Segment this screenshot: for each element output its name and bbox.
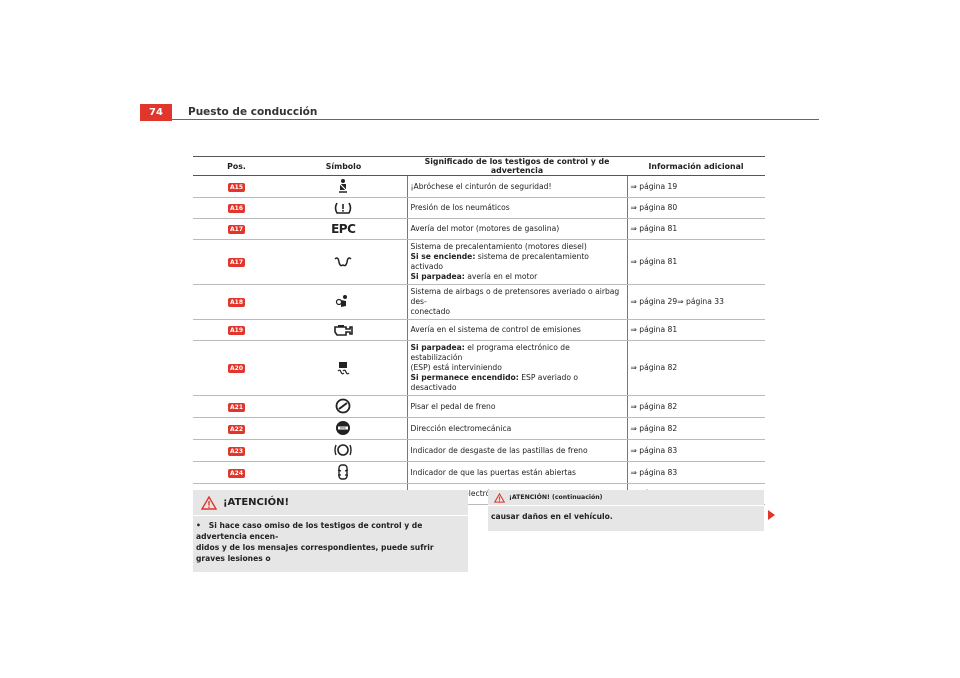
- table-row: [193, 219, 765, 240]
- esp-icon: [335, 365, 351, 379]
- pos-badge: A19: [230, 327, 243, 334]
- meaning-line: [411, 272, 624, 282]
- info-cell: ⇒ página 83: [627, 462, 765, 484]
- info-cell: ⇒ página 81: [627, 240, 765, 285]
- pos-badge: A21: [230, 403, 243, 411]
- meaning-line: [411, 468, 624, 478]
- warning-box: [193, 490, 468, 572]
- brake-pedal-icon: [334, 403, 352, 417]
- pos-badge: A17: [230, 226, 243, 233]
- meaning-line: [411, 242, 624, 252]
- warning-continued-text: causar daños en el vehículo.: [491, 512, 613, 521]
- meaning-text: Presión de los neumáticos: [410, 203, 510, 212]
- meaning-label: Si parpadea:: [410, 343, 465, 352]
- pos-badge: A17: [230, 259, 243, 266]
- meaning-cell: [407, 176, 627, 198]
- meaning-line: [411, 402, 624, 412]
- pos-cell: [193, 440, 280, 462]
- info-cell: ⇒ página 82: [627, 341, 765, 396]
- meaning-text: Avería del motor (motores de gasolina): [410, 224, 560, 233]
- meaning-cell: [407, 320, 627, 341]
- table-row: [193, 176, 765, 198]
- header-info: Información adicional: [627, 157, 765, 176]
- meaning-text: Avería en el sistema de control de emisiones: [410, 325, 581, 334]
- brake-pads-icon: [333, 447, 353, 461]
- info-cell: ⇒ página 29⇒ página 33: [627, 285, 765, 320]
- meaning-line: [411, 446, 624, 456]
- next-page-arrow-icon: [768, 510, 775, 520]
- symbol-cell: [280, 396, 407, 418]
- meaning-text: ¡Abróchese el cinturón de seguridad!: [410, 181, 552, 191]
- meaning-label: Si parpadea:: [410, 272, 465, 281]
- glow-plug-icon: [333, 257, 353, 271]
- meaning-cell: [407, 341, 627, 396]
- pos-cell: [193, 219, 280, 240]
- steering-icon: [334, 425, 352, 439]
- warning-text-line2: didos y de los mensajes correspondientes, puede sufrir graves lesiones o: [196, 543, 434, 563]
- meaning-line: [411, 424, 624, 434]
- meaning-label: Si permanece encendido:: [410, 373, 519, 382]
- meaning-cell: [407, 219, 627, 240]
- header-pos: Pos.: [193, 157, 280, 176]
- table-row: [193, 240, 765, 285]
- symbol-cell: [280, 320, 407, 341]
- pos-cell: [193, 341, 280, 396]
- symbol-cell: [280, 341, 407, 396]
- airbag-icon: [335, 299, 351, 313]
- header-meaning: Significado de los testigos de control y de advertencia: [407, 157, 627, 176]
- header-rule: [172, 119, 819, 120]
- meaning-line: [411, 363, 624, 373]
- table-row: [193, 440, 765, 462]
- info-cell: ⇒ página 82: [627, 396, 765, 418]
- meaning-text: el programa electrónico de estabilización: [410, 343, 570, 362]
- meaning-text: avería en el motor: [464, 272, 538, 281]
- table-row: [193, 462, 765, 484]
- header-symbol: Símbolo: [280, 157, 407, 176]
- meaning-label: Si se enciende:: [410, 252, 476, 261]
- pos-cell: [193, 462, 280, 484]
- meaning-line: [411, 287, 624, 307]
- symbol-cell: [280, 462, 407, 484]
- seatbelt-icon: [336, 183, 350, 197]
- meaning-cell: [407, 396, 627, 418]
- meaning-text: Indicador de que las puertas están abiertas: [410, 467, 576, 477]
- info-cell: ⇒ página 19: [627, 176, 765, 198]
- pos-badge: A16: [230, 205, 243, 212]
- symbol-cell: [280, 240, 407, 285]
- chapter-title: Puesto de conducción: [188, 106, 318, 118]
- symbol-cell: [280, 440, 407, 462]
- meaning-line: [411, 252, 624, 272]
- meaning-text: ESP averiado o desactivado: [410, 373, 579, 392]
- meaning-text: Dirección electromecánica: [410, 423, 512, 433]
- engine-icon: [332, 325, 354, 339]
- pos-badge: A23: [230, 447, 243, 455]
- pos-badge: A24: [230, 469, 243, 477]
- warning-triangle-icon: [201, 496, 217, 510]
- door-open-icon: [336, 469, 350, 483]
- warning-text-line1: Si hace caso omiso de los testigos de control y de advertencia encen-: [196, 521, 423, 541]
- warning-title: ¡ATENCIÓN!: [223, 497, 290, 508]
- info-cell: ⇒ página 81: [627, 320, 765, 341]
- info-cell: ⇒ página 80: [627, 198, 765, 219]
- symbol-cell: [280, 418, 407, 440]
- pos-badge: A18: [230, 299, 243, 306]
- table-row: [193, 198, 765, 219]
- meaning-text: Pisar el pedal de freno: [410, 401, 496, 411]
- meaning-cell: [407, 240, 627, 285]
- meaning-cell: [407, 285, 627, 320]
- meaning-cell: [407, 462, 627, 484]
- tire-pressure-icon: [333, 204, 353, 218]
- pos-badge: A15: [230, 183, 243, 191]
- meaning-line: [411, 203, 624, 213]
- meaning-cell: [407, 198, 627, 219]
- meaning-text: sistema de precalentamiento activado: [410, 252, 589, 271]
- meaning-cell: [407, 418, 627, 440]
- pos-cell: [193, 320, 280, 341]
- pos-badge: A20: [230, 365, 243, 372]
- table-row: [193, 285, 765, 320]
- info-cell: ⇒ página 81: [627, 219, 765, 240]
- info-cell: ⇒ página 83: [627, 440, 765, 462]
- bullet: •: [196, 521, 201, 530]
- meaning-text: electrónico: [464, 489, 507, 498]
- pos-cell: [193, 285, 280, 320]
- epc-icon: EPC: [331, 222, 356, 236]
- symbol-cell: [280, 219, 407, 240]
- meaning-text: (ESP) está interviniendo: [410, 363, 502, 372]
- meaning-text: Indicador de desgaste de las pastillas de freno: [410, 445, 588, 455]
- warning-continued-box: [488, 490, 764, 531]
- meaning-line: [411, 373, 624, 393]
- pos-cell: [193, 240, 280, 285]
- table-row: [193, 418, 765, 440]
- meaning-cell: [407, 440, 627, 462]
- meaning-text: Sistema de precalentamiento (motores diesel): [410, 242, 587, 251]
- meaning-line: [411, 224, 624, 234]
- meaning-line: [411, 182, 624, 192]
- table-row: [193, 396, 765, 418]
- symbol-cell: [280, 285, 407, 320]
- pos-cell: [193, 198, 280, 219]
- symbol-cell: [280, 176, 407, 198]
- pos-cell: [193, 396, 280, 418]
- warning-lights-table: [193, 156, 765, 505]
- page-number: 74: [140, 104, 172, 121]
- meaning-text: Sistema de airbags o de pretensores averiado o airbag des-: [410, 287, 620, 306]
- info-cell: ⇒ página 82: [627, 418, 765, 440]
- warning-continued-title: ¡ATENCIÓN! (continuación): [509, 494, 603, 501]
- symbol-cell: [280, 198, 407, 219]
- meaning-text: conectado: [410, 307, 451, 316]
- table-row: [193, 341, 765, 396]
- pos-cell: [193, 176, 280, 198]
- meaning-line: [411, 307, 624, 317]
- meaning-line: [411, 343, 624, 363]
- table-row: [193, 320, 765, 341]
- table-header-row: [193, 157, 765, 176]
- meaning-line: [411, 325, 624, 335]
- pos-cell: [193, 418, 280, 440]
- pos-badge: A22: [230, 425, 243, 433]
- svg-text:EPS: EPS: [340, 426, 347, 431]
- warning-triangle-icon: [494, 493, 505, 503]
- warning-text: [193, 516, 468, 572]
